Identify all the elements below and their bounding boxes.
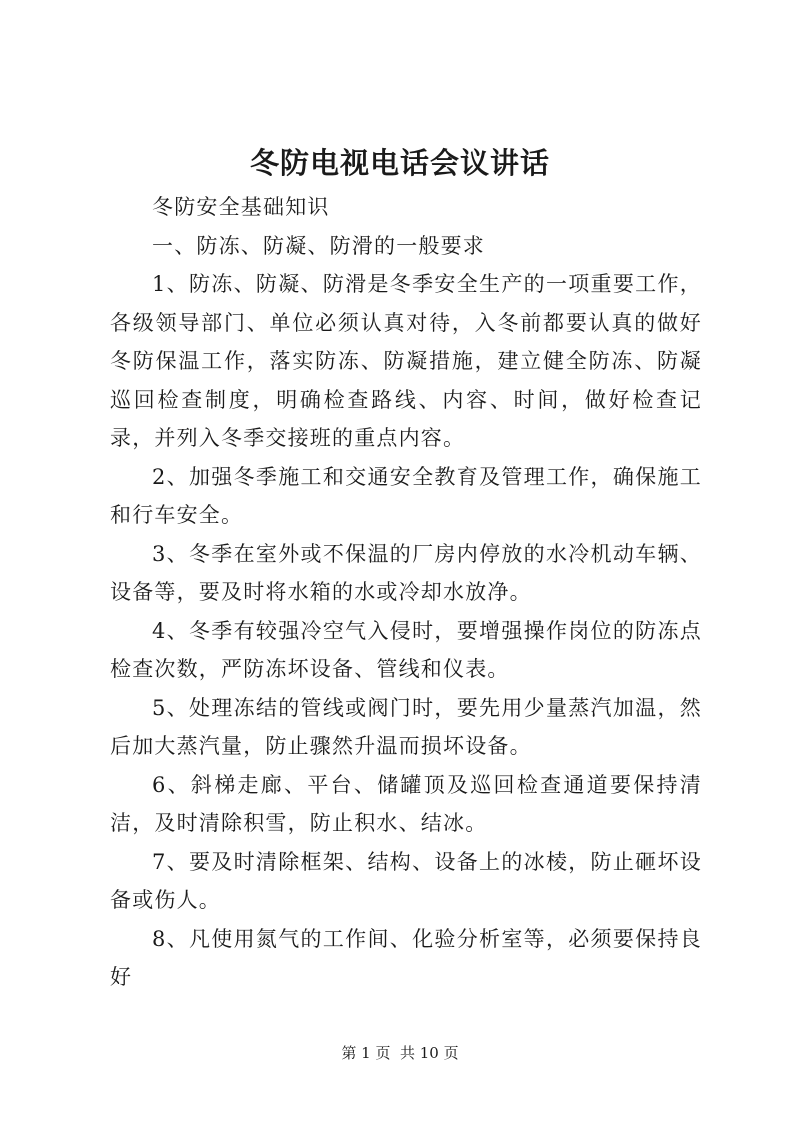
paragraph-item-8: 8、凡使用氮气的工作间、化验分析室等，必须要保持良好 <box>110 926 702 989</box>
page-number-label: 第 1 页 共 10 页 <box>341 1044 459 1062</box>
paragraph-item-3: 3、冬季在室外或不保温的厂房内停放的水冷机动车辆、设备等，要及时将水箱的水或冷却水放净。 <box>110 541 702 604</box>
paragraph-item-2: 2、加强冬季施工和交通安全教育及管理工作，确保施工和行车安全。 <box>110 464 702 527</box>
paragraph-item-4: 4、冬季有较强冷空气入侵时，要增强操作岗位的防冻点检查次数，严防冻坏设备、管线和仪表。 <box>110 618 702 681</box>
section-heading: 冬防安全基础知识 <box>152 195 330 219</box>
subsection-heading: 一、防冻、防凝、防滑的一般要求 <box>152 233 485 258</box>
paragraph-item-6: 6、斜梯走廊、平台、储罐顶及巡回检查通道要保持清洁，及时清除积雪，防止积水、结冰。 <box>110 772 702 835</box>
page-footer <box>0 1043 800 1063</box>
paragraph-item-1: 1、防冻、防凝、防滑是冬季安全生产的一项重要工作，各级领导部门、单位必须认真对待，入冬前都要认真的做好冬防保温工作，落实防冻、防凝措施，建立健全防冻、防凝巡回检查制度，明确检查路线、内容、时间，做好检查记录，并列入冬季交接班的重点内容。 <box>110 272 702 450</box>
paragraph-item-5: 5、处理冻结的管线或阀门时，要先用少量蒸汽加温，然后加大蒸汽量，防止骤然升温而损坏设备。 <box>110 695 702 758</box>
paragraph-item-7: 7、要及时清除框架、结构、设备上的冰棱，防止砸坏设备或伤人。 <box>110 849 702 912</box>
document-title: 冬防电视电话会议讲话 <box>249 146 550 180</box>
document-body <box>110 188 702 997</box>
